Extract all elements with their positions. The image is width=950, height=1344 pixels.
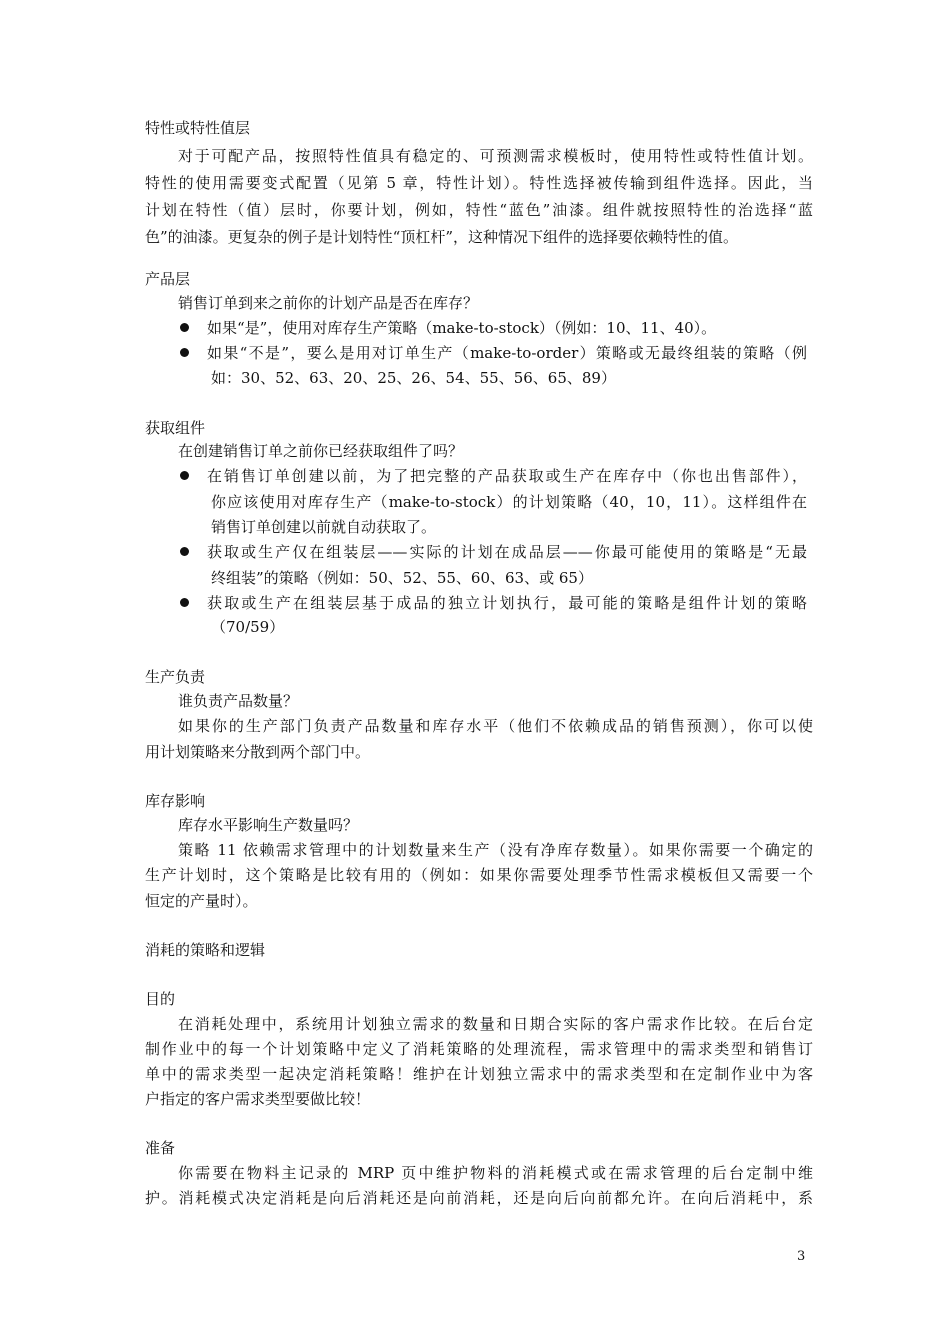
section-heading: 目的 [145,990,176,1008]
bullet-text: 如果“是”，使用对库存生产策略（make-to-stock）（例如：10、11、40）。 [207,319,717,337]
paragraph-line: 户指定的客户需求类型要做比较！ [145,1090,371,1108]
bullet-icon [180,323,189,332]
bullet-text: 销售订单创建以前就自动获取了。 [211,518,437,536]
paragraph-line: 你需要在物料主记录的 MRP 页中维护物料的消耗模式或在需求管理的后台定制中维 [178,1164,813,1182]
bullet-text: （70/59） [211,618,285,636]
paragraph-line: 色”的油漆。更复杂的例子是计划特性“顶杠杆”，这种情况下组件的选择要依赖特性的值。 [145,228,739,246]
bullet-text: 你应该使用对库存生产（make-to-stock）的计划策略（40，10，11）。这样组件在 [211,493,807,511]
bullet-icon [180,598,189,607]
question-line: 在创建销售订单之前你已经获取组件了吗？ [178,442,464,460]
paragraph-line: 对于可配产品，按照特性值具有稳定的、可预测需求模板时，使用特性或特性值计划。 [178,147,813,165]
paragraph-line: 单中的需求类型一起决定消耗策略！维护在计划独立需求中的需求类型和在定制作业中为客 [145,1065,813,1083]
paragraph-line: 如果你的生产部门负责产品数量和库存水平（他们不依赖成品的销售预测），你可以使 [178,717,813,735]
bullet-icon [180,348,189,357]
bullet-icon [180,471,189,480]
paragraph-line: 策略 11 依赖需求管理中的计划数量来生产（没有净库存数量）。如果你需要一个确定的 [178,841,813,859]
section-heading: 产品层 [145,270,191,288]
paragraph-line: 生产计划时，这个策略是比较有用的（例如：如果你需要处理季节性需求模板但又需要一个 [145,866,813,884]
question-line: 库存水平影响生产数量吗？ [178,816,359,834]
bullet-text: 如果“不是”，要么是用对订单生产（make-to-order）策略或无最终组装的策略（例 [207,344,807,362]
bullet-text: 终组装”的策略（例如：50、52、55、60、63、或 65） [211,569,593,587]
paragraph-line: 制作业中的每一个计划策略中定义了消耗策略的处理流程，需求管理中的需求类型和销售订 [145,1040,813,1058]
question-line: 销售订单到来之前你的计划产品是否在库存？ [178,294,479,312]
question-line: 谁负责产品数量？ [178,692,299,710]
paragraph-line: 在消耗处理中，系统用计划独立需求的数量和日期合实际的客户需求作比较。在后台定 [178,1015,813,1033]
section-heading: 获取组件 [145,419,206,437]
section-heading: 库存影响 [145,792,206,810]
paragraph-line: 特性的使用需要变式配置（见第 5 章，特性计划）。特性选择被传输到组件选择。因此，当 [145,174,813,192]
bullet-text: 获取或生产在组装层基于成品的独立计划执行，最可能的策略是组件计划的策略 [207,594,807,612]
paragraph-line: 恒定的产量时）。 [145,892,258,910]
paragraph-line: 计划在特性（值）层时，你要计划，例如，特性“蓝色”油漆。组件就按照特性的治选择“蓝 [145,201,813,219]
section-heading: 准备 [145,1139,176,1157]
section-heading: 消耗的策略和逻辑 [145,941,266,959]
bullet-text: 获取或生产仅在组装层——实际的计划在成品层——你最可能使用的策略是“无最 [207,543,807,561]
page-number: 3 [797,1249,806,1264]
paragraph-line: 用计划策略来分散到两个部门中。 [145,743,371,761]
paragraph-line: 护。消耗模式决定消耗是向后消耗还是向前消耗，还是向后向前都允许。在向后消耗中，系 [145,1189,813,1207]
section-heading: 特性或特性值层 [145,119,251,137]
bullet-text: 如：30、52、63、20、25、26、54、55、56、65、89） [211,369,616,387]
bullet-icon [180,547,189,556]
section-heading: 生产负责 [145,668,206,686]
bullet-text: 在销售订单创建以前，为了把完整的产品获取或生产在库存中（你也出售部件）， [207,467,807,485]
